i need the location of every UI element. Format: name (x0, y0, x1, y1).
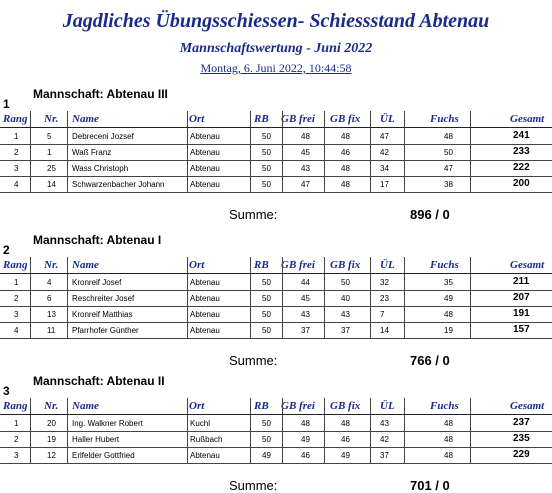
grid-line (30, 111, 31, 127)
table-cell: 1 (14, 132, 19, 141)
table-cell: 48 (301, 132, 310, 141)
table-header (0, 398, 552, 415)
grid-line (370, 160, 371, 176)
grid-line (187, 176, 188, 192)
table-cell: 42 (380, 435, 389, 444)
table-row (0, 447, 552, 464)
grid-line (370, 306, 371, 322)
table-cell: 237 (513, 417, 530, 428)
table-cell: 157 (513, 324, 530, 335)
table-cell: 207 (513, 292, 530, 303)
grid-line (324, 398, 325, 414)
column-header: RB (254, 400, 269, 412)
grid-line (404, 257, 405, 273)
grid-line (404, 176, 405, 192)
grid-line (282, 144, 283, 160)
table-cell: 48 (341, 164, 350, 173)
grid-line (67, 415, 68, 431)
table-cell: 43 (341, 310, 350, 319)
table-cell: 3 (14, 310, 19, 319)
grid-line (67, 322, 68, 338)
grid-line (187, 144, 188, 160)
grid-line (370, 398, 371, 414)
grid-line (67, 176, 68, 192)
table-cell: 46 (341, 435, 350, 444)
grid-line (67, 128, 68, 144)
table-cell: 37 (341, 326, 350, 335)
team-name: Mannschaft: Abtenau III (33, 87, 168, 101)
table-cell: 49 (262, 451, 271, 460)
grid-line (30, 290, 31, 306)
table-cell: 50 (262, 164, 271, 173)
table-cell: 191 (513, 308, 530, 319)
table-cell: 19 (47, 435, 56, 444)
table-cell: 11 (47, 326, 56, 335)
grid-line (404, 431, 405, 447)
grid-line (250, 306, 251, 322)
table-cell: 25 (47, 164, 56, 173)
grid-line (370, 128, 371, 144)
table-cell: 48 (444, 419, 453, 428)
grid-line (282, 128, 283, 144)
table-cell: 1 (47, 148, 52, 157)
table-cell: 17 (380, 180, 389, 189)
table-row (0, 431, 552, 448)
table-cell: Rußbach (190, 435, 223, 444)
grid-line (324, 144, 325, 160)
table-cell: Abtenau (190, 294, 220, 303)
grid-line (67, 290, 68, 306)
grid-line (370, 322, 371, 338)
grid-line (250, 176, 251, 192)
column-header: RB (254, 113, 269, 125)
column-header: Rang (3, 113, 28, 125)
table-cell: 34 (380, 164, 389, 173)
grid-line (282, 398, 283, 414)
grid-line (282, 290, 283, 306)
table-cell: 44 (301, 278, 310, 287)
table-cell: 229 (513, 449, 530, 460)
table-cell: 48 (341, 180, 350, 189)
grid-line (67, 306, 68, 322)
table-cell: Abtenau (190, 164, 220, 173)
grid-line (250, 111, 251, 127)
table-cell: 50 (262, 310, 271, 319)
grid-line (67, 144, 68, 160)
table-cell: 47 (444, 164, 453, 173)
grid-line (370, 290, 371, 306)
grid-line (282, 176, 283, 192)
column-header: Fuchs (430, 113, 459, 125)
grid-line (187, 415, 188, 431)
column-header: RB (254, 259, 269, 271)
grid-line (282, 160, 283, 176)
column-header: Fuchs (430, 259, 459, 271)
table-cell: Haller Hubert (72, 435, 120, 444)
grid-line (250, 144, 251, 160)
table-cell: 1 (14, 278, 19, 287)
table-row (0, 415, 552, 432)
column-header: Name (72, 113, 99, 125)
table-cell: 23 (380, 294, 389, 303)
table-cell: 50 (444, 148, 453, 157)
grid-line (324, 257, 325, 273)
table-cell: 3 (14, 451, 19, 460)
grid-line (470, 398, 471, 414)
grid-line (67, 398, 68, 414)
grid-line (404, 306, 405, 322)
team-rank: 1 (3, 97, 10, 111)
grid-line (324, 322, 325, 338)
sum-label: Summe: (229, 207, 278, 222)
column-header: Ort (189, 400, 205, 412)
grid-line (187, 431, 188, 447)
grid-line (470, 274, 471, 290)
grid-line (187, 111, 188, 127)
column-header: GB fix (330, 259, 361, 271)
table-cell: Reschreiter Josef (72, 294, 135, 303)
table-cell: 45 (301, 148, 310, 157)
grid-line (324, 431, 325, 447)
table-cell: 47 (380, 132, 389, 141)
table-cell: Abtenau (190, 451, 220, 460)
table-cell: 43 (380, 419, 389, 428)
table-cell: Kuchl (190, 419, 211, 428)
grid-line (187, 290, 188, 306)
grid-line (470, 447, 471, 463)
grid-line (250, 274, 251, 290)
column-header: Gesamt (510, 259, 545, 271)
grid-line (30, 128, 31, 144)
grid-line (30, 176, 31, 192)
grid-line (282, 274, 283, 290)
table-cell: 13 (47, 310, 56, 319)
table-cell: 50 (262, 132, 271, 141)
grid-line (67, 274, 68, 290)
grid-line (370, 274, 371, 290)
table-cell: 47 (301, 180, 310, 189)
table-cell: 43 (301, 164, 310, 173)
table-cell: Wass Christoph (72, 164, 129, 173)
grid-line (370, 111, 371, 127)
grid-line (470, 431, 471, 447)
page-title: Jagdliches Übungsschiessen- Schiessstand Abtenau (62, 10, 490, 32)
table-cell: Kronreif Matthias (72, 310, 133, 319)
column-header: Fuchs (430, 400, 459, 412)
grid-line (282, 306, 283, 322)
table-cell: 37 (301, 326, 310, 335)
grid-line (470, 415, 471, 431)
grid-line (470, 160, 471, 176)
grid-line (282, 111, 283, 127)
table-cell: 48 (444, 435, 453, 444)
grid-line (187, 306, 188, 322)
grid-line (370, 447, 371, 463)
grid-line (30, 322, 31, 338)
column-header: Nr. (44, 400, 59, 412)
grid-line (404, 274, 405, 290)
table-row (0, 322, 552, 339)
grid-line (187, 128, 188, 144)
grid-line (324, 306, 325, 322)
table-cell: Schwarzenbacher Johann (72, 180, 165, 189)
column-header: Nr. (44, 113, 59, 125)
grid-line (30, 415, 31, 431)
table-cell: 49 (444, 294, 453, 303)
table-cell: 46 (341, 148, 350, 157)
column-header: GB frei (281, 400, 315, 412)
grid-line (470, 111, 471, 127)
grid-line (370, 415, 371, 431)
grid-line (250, 128, 251, 144)
table-cell: 235 (513, 433, 530, 444)
table-cell: 4 (14, 180, 19, 189)
table-cell: Waß Franz (72, 148, 112, 157)
grid-line (67, 447, 68, 463)
table-cell: Ing. Walkner Robert (72, 419, 143, 428)
grid-line (30, 160, 31, 176)
grid-line (324, 111, 325, 127)
table-cell: 49 (301, 435, 310, 444)
table-cell: 233 (513, 146, 530, 157)
grid-line (30, 306, 31, 322)
grid-line (404, 398, 405, 414)
grid-line (324, 128, 325, 144)
grid-line (404, 415, 405, 431)
table-cell: 32 (380, 278, 389, 287)
grid-line (370, 144, 371, 160)
sum-value: 701 / 0 (410, 478, 450, 493)
table-cell: 14 (47, 180, 56, 189)
grid-line (187, 447, 188, 463)
table-cell: 241 (513, 130, 530, 141)
sum-label: Summe: (229, 353, 278, 368)
table-cell: Abtenau (190, 278, 220, 287)
grid-line (250, 431, 251, 447)
table-cell: 50 (262, 278, 271, 287)
grid-line (470, 128, 471, 144)
table-cell: 211 (513, 276, 530, 287)
table-header (0, 111, 552, 128)
grid-line (67, 431, 68, 447)
table-cell: 4 (14, 326, 19, 335)
grid-line (404, 290, 405, 306)
grid-line (470, 306, 471, 322)
table-cell: 2 (14, 435, 19, 444)
grid-line (250, 290, 251, 306)
grid-line (470, 144, 471, 160)
grid-line (470, 322, 471, 338)
grid-line (404, 144, 405, 160)
table-cell: 2 (14, 294, 19, 303)
grid-line (324, 176, 325, 192)
table-cell: Abtenau (190, 148, 220, 157)
grid-line (404, 447, 405, 463)
sum-value: 766 / 0 (410, 353, 450, 368)
column-header: Ort (189, 113, 205, 125)
grid-line (324, 415, 325, 431)
column-header: GB frei (281, 259, 315, 271)
table-cell: 3 (14, 164, 19, 173)
grid-line (282, 447, 283, 463)
column-header: GB fix (330, 113, 361, 125)
table-row (0, 274, 552, 291)
table-cell: Kronreif Josef (72, 278, 122, 287)
grid-line (370, 257, 371, 273)
column-header: Ort (189, 259, 205, 271)
table-row (0, 128, 552, 145)
column-header: Gesamt (510, 400, 545, 412)
table-cell: 19 (444, 326, 453, 335)
column-header: Name (72, 400, 99, 412)
grid-line (324, 160, 325, 176)
table-cell: 14 (380, 326, 389, 335)
table-cell: 6 (47, 294, 52, 303)
table-cell: 49 (341, 451, 350, 460)
grid-line (324, 274, 325, 290)
grid-line (30, 447, 31, 463)
column-header: GB fix (330, 400, 361, 412)
grid-line (404, 322, 405, 338)
column-header: GB frei (281, 113, 315, 125)
table-cell: 48 (444, 451, 453, 460)
table-row (0, 306, 552, 323)
team-rank: 2 (3, 243, 10, 257)
column-header: Rang (3, 400, 28, 412)
grid-line (324, 447, 325, 463)
table-cell: 48 (301, 419, 310, 428)
grid-line (67, 160, 68, 176)
table-cell: 5 (47, 132, 52, 141)
grid-line (404, 111, 405, 127)
table-row (0, 160, 552, 177)
grid-line (30, 274, 31, 290)
grid-line (250, 415, 251, 431)
grid-line (250, 160, 251, 176)
team-name: Mannschaft: Abtenau II (33, 374, 165, 388)
table-cell: 50 (262, 419, 271, 428)
column-header: Name (72, 259, 99, 271)
grid-line (370, 176, 371, 192)
grid-line (470, 176, 471, 192)
table-cell: 42 (380, 148, 389, 157)
table-cell: Pfarrhofer Günther (72, 326, 139, 335)
table-cell: 50 (341, 278, 350, 287)
grid-line (187, 257, 188, 273)
grid-line (250, 322, 251, 338)
table-cell: 7 (380, 310, 385, 319)
table-cell: Abtenau (190, 180, 220, 189)
table-cell: Abtenau (190, 326, 220, 335)
timestamp: Montag, 6. Juni 2022, 10:44:58 (200, 61, 352, 75)
column-header: ÜL (380, 259, 395, 271)
table-cell: Abtenau (190, 310, 220, 319)
grid-line (67, 111, 68, 127)
table-cell: 48 (341, 419, 350, 428)
column-header: Nr. (44, 259, 59, 271)
table-cell: 222 (513, 162, 530, 173)
table-row (0, 290, 552, 307)
grid-line (250, 398, 251, 414)
table-cell: 1 (14, 419, 19, 428)
table-cell: 38 (444, 180, 453, 189)
grid-line (187, 274, 188, 290)
table-cell: Erlfelder Gottfried (72, 451, 135, 460)
table-cell: 50 (262, 435, 271, 444)
table-cell: 37 (380, 451, 389, 460)
table-cell: 48 (341, 132, 350, 141)
table-cell: 35 (444, 278, 453, 287)
table-cell: 12 (47, 451, 56, 460)
grid-line (282, 431, 283, 447)
table-cell: 46 (301, 451, 310, 460)
column-header: Rang (3, 259, 28, 271)
table-cell: Abtenau (190, 132, 220, 141)
sum-label: Summe: (229, 478, 278, 493)
grid-line (250, 447, 251, 463)
table-cell: 45 (301, 294, 310, 303)
grid-line (30, 398, 31, 414)
table-cell: 200 (513, 178, 530, 189)
table-cell: 48 (444, 132, 453, 141)
table-cell: 50 (262, 148, 271, 157)
grid-line (30, 144, 31, 160)
grid-line (187, 160, 188, 176)
table-cell: 20 (47, 419, 56, 428)
grid-line (30, 257, 31, 273)
grid-line (67, 257, 68, 273)
sum-value: 896 / 0 (410, 207, 450, 222)
table-cell: 48 (444, 310, 453, 319)
grid-line (250, 257, 251, 273)
table-row (0, 144, 552, 161)
grid-line (324, 290, 325, 306)
grid-line (30, 431, 31, 447)
column-header: ÜL (380, 400, 395, 412)
grid-line (470, 290, 471, 306)
table-cell: 4 (47, 278, 52, 287)
table-header (0, 257, 552, 274)
grid-line (470, 257, 471, 273)
grid-line (282, 415, 283, 431)
grid-line (404, 128, 405, 144)
table-cell: 2 (14, 148, 19, 157)
table-cell: 50 (262, 326, 271, 335)
table-cell: 50 (262, 294, 271, 303)
table-cell: Debreceni Jozsef (72, 132, 134, 141)
table-cell: 43 (301, 310, 310, 319)
table-cell: 40 (341, 294, 350, 303)
grid-line (187, 398, 188, 414)
grid-line (370, 431, 371, 447)
grid-line (187, 322, 188, 338)
grid-line (282, 257, 283, 273)
team-rank: 3 (3, 384, 10, 398)
page-subtitle: Mannschaftswertung - Juni 2022 (179, 41, 373, 56)
table-cell: 50 (262, 180, 271, 189)
column-header: Gesamt (510, 113, 545, 125)
table-row (0, 176, 552, 193)
column-header: ÜL (380, 113, 395, 125)
grid-line (282, 322, 283, 338)
team-name: Mannschaft: Abtenau I (33, 233, 162, 247)
grid-line (404, 160, 405, 176)
